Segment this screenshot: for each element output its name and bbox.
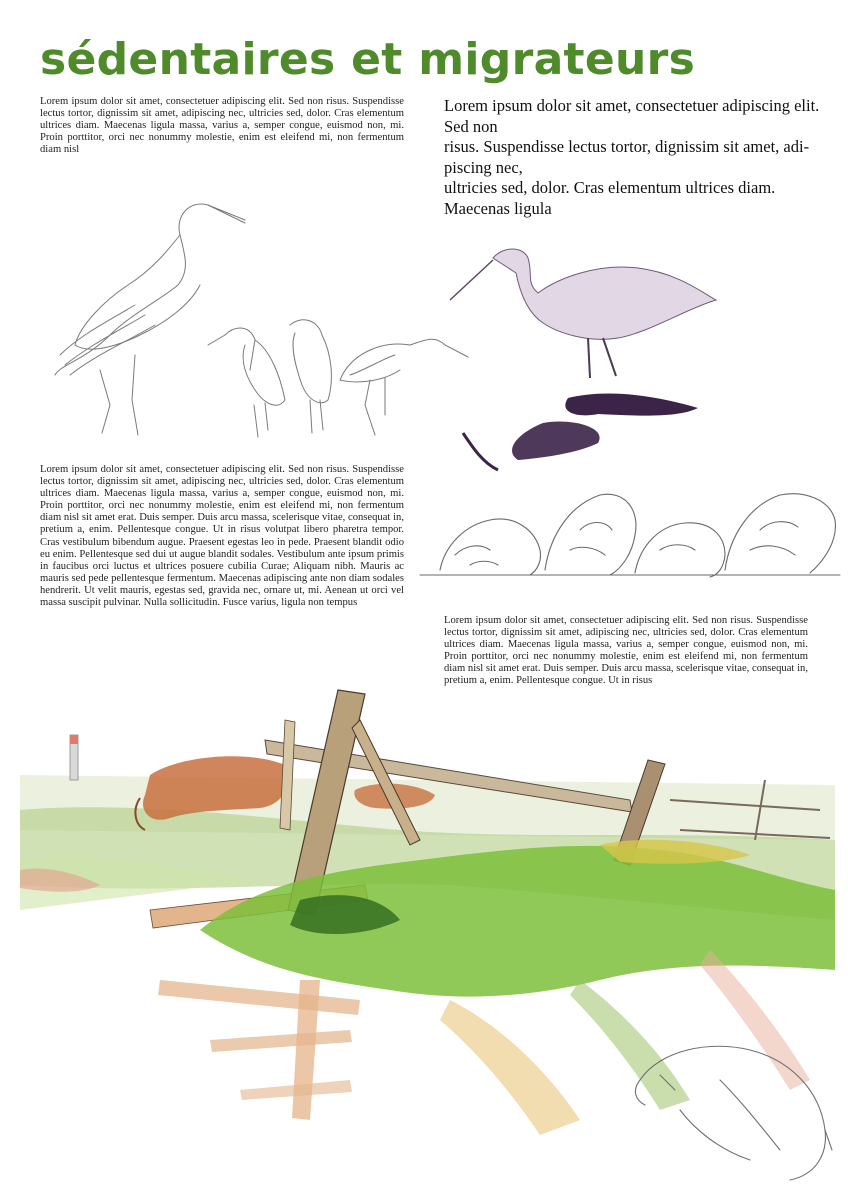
- paragraph-body-right: Lorem ipsum dolor sit amet, consectetuer adipiscing elit. Sed non risus. Suspendisse lectus tortor, dignissim sit amet, adipiscing nec, ultricies sed, dolor. Cras elementum ultrices diam. Maecenas ligula massa, varius a, semper congue, euismod non, mi. Proin porttitor, orci nec nonummy molestie, enim est eleifend mi, non fermentum diam nisl sit amet erat. Duis semper. Duis arcu massa, scelerisque vitae, consequat in, pretium a, enim. Pellentesque congue. Ut in risus: [444, 615, 808, 687]
- paragraph-intro: Lorem ipsum dolor sit amet, consectetuer adipiscing elit. Sed non risus. Suspendisse lectus tortor, dignissim sit amet, adipiscing nec, ultricies sed, dolor. Cras elementum ultrices diam. Maecenas ligula massa, varius a, semper congue, euismod non, mi. Proin porttitor, orci nec nonummy molestie, enim est eleifend mi, non fermentum diam nisl: [40, 96, 404, 156]
- nutria-sketch-illustration: [420, 475, 840, 580]
- paragraph-large-line: risus. Suspendisse lectus tortor, dignissim sit amet, adi-piscing nec,: [444, 137, 810, 177]
- paragraph-large: [444, 96, 824, 219]
- heron-sketch-illustration: [40, 175, 480, 445]
- paragraph-large-line: Lorem ipsum dolor sit amet, consectetuer adipiscing elit. Sed non: [444, 96, 820, 136]
- paragraph-large-line: Maecenas ligula: [444, 198, 552, 218]
- egret-watercolor-illustration: [448, 238, 728, 478]
- marsh-fence-watercolor-illustration: [20, 680, 835, 1180]
- paragraph-body-left: Lorem ipsum dolor sit amet, consectetuer adipiscing elit. Sed non risus. Suspendisse lectus tortor, dignissim sit amet, adipiscing nec, ultricies sed, dolor. Cras elementum ultrices diam. Maecenas ligula massa, varius a, semper congue, euismod non, mi. Proin porttitor, orci nec nonummy molestie, enim est eleifend mi, non fermentum diam nisl sit amet erat. Duis semper. Duis arcu massa, scelerisque vitae, consequat in, pretium a, enim. Pellentesque congue. Ut in risus volutpat libero pharetra tempor. Cras vestibulum bibendum augue. Praesent egestas leo in pede. Praesent blandit odio eu enim. Pellentesque sed dui ut augue blandit sodales. Vestibulum ante ipsum primis in faucibus orci luctus et ultrices posuere cubilia Curae; Aliquam nibh. Mauris ac mauris sed pede pellentesque fermentum. Maecenas adipiscing ante non diam sodales hendrerit. Ut velit mauris, egestas sed, gravida nec, ornare ut, mi. Aenean ut orci vel massa suscipit pulvinar. Nulla sollicitudin. Fusce varius, ligula non tempus: [40, 464, 404, 609]
- paragraph-large-line: ultricies sed, dolor. Cras elementum ultrices diam.: [444, 178, 776, 197]
- page-title: sédentaires et migrateurs: [40, 34, 696, 85]
